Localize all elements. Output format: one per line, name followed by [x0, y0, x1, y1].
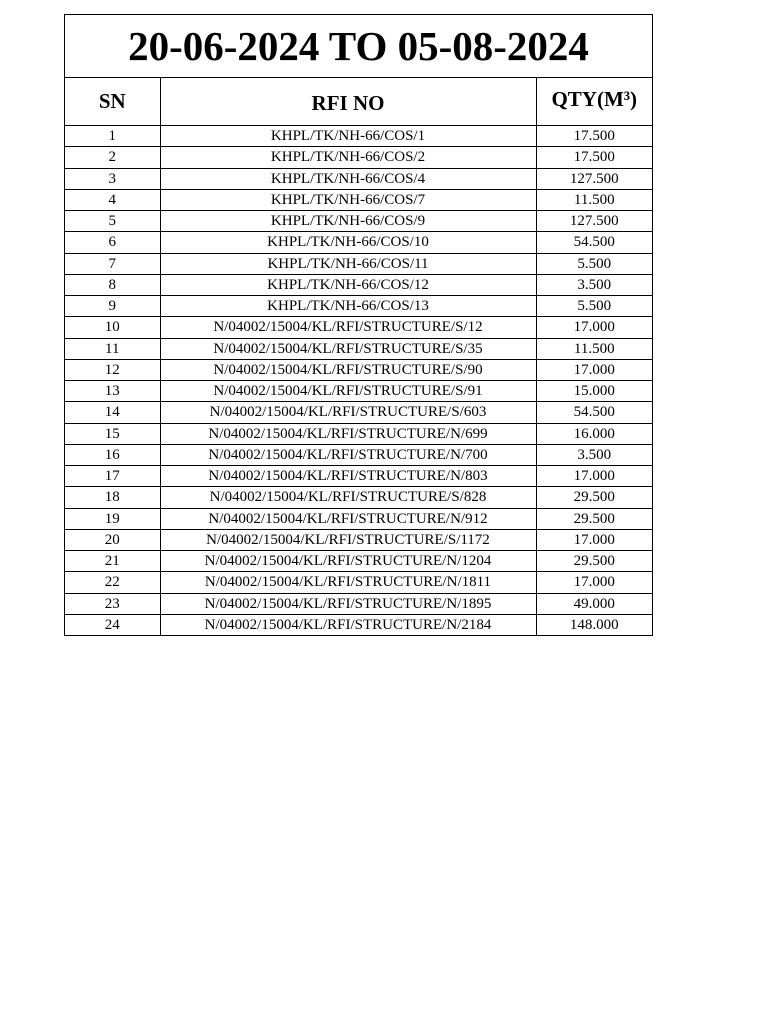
table-row: [65, 487, 652, 508]
table-row: [65, 317, 652, 338]
table-row: [65, 232, 652, 253]
cell-rfi-no: N/04002/15004/KL/RFI/STRUCTURE/S/12: [160, 317, 536, 338]
cell-qty: 148.000: [536, 614, 652, 635]
cell-rfi-no: KHPL/TK/NH-66/COS/4: [160, 168, 536, 189]
table-row: [65, 274, 652, 295]
cell-rfi-no: N/04002/15004/KL/RFI/STRUCTURE/S/91: [160, 381, 536, 402]
cell-rfi-no: KHPL/TK/NH-66/COS/1: [160, 126, 536, 147]
cell-sn: 5: [65, 211, 160, 232]
cell-qty: 29.500: [536, 551, 652, 572]
cell-sn: 1: [108, 128, 116, 145]
column-header-rfi-no: RFI NO: [160, 78, 536, 126]
cell-sn: 10: [65, 317, 160, 338]
cell-sn: 2: [65, 147, 160, 168]
cell-rfi-no: KHPL/TK/NH-66/COS/9: [160, 211, 536, 232]
cell-qty: 17.000: [536, 466, 652, 487]
cell-sn: 21: [65, 551, 160, 572]
cell-rfi-no: N/04002/15004/KL/RFI/STRUCTURE/N/699: [160, 423, 536, 444]
cell-sn: 13: [65, 381, 160, 402]
table-row: [65, 168, 652, 189]
table-header: [65, 78, 652, 126]
date-range-title: 20-06-2024 TO 05-08-2024: [65, 15, 652, 78]
table-row: [65, 381, 652, 402]
cell-qty: 16.000: [536, 423, 652, 444]
cell-qty: 5.500: [536, 296, 652, 317]
cell-sn: 23: [65, 593, 160, 614]
cell-rfi-no: KHPL/TK/NH-66/COS/12: [160, 274, 536, 295]
header-row: [65, 78, 652, 126]
cell-qty: 5.500: [536, 253, 652, 274]
table-body: [65, 126, 652, 636]
cell-rfi-no: N/04002/15004/KL/RFI/STRUCTURE/N/2184: [160, 614, 536, 635]
cell-rfi-no: KHPL/TK/NH-66/COS/2: [160, 147, 536, 168]
cell-qty: 54.500: [536, 402, 652, 423]
cell-qty: 29.500: [536, 487, 652, 508]
cell-sn: 6: [65, 232, 160, 253]
column-header-qty: QTY(M³): [536, 78, 652, 126]
cell-qty: 17.000: [536, 572, 652, 593]
table-row: [65, 402, 652, 423]
table-row: [65, 572, 652, 593]
cell-qty: 127.500: [536, 211, 652, 232]
cell-qty: 29.500: [536, 508, 652, 529]
cell-qty: 17.500: [536, 147, 652, 168]
cell-sn: 20: [65, 529, 160, 550]
cell-sn: 9: [65, 296, 160, 317]
cell-qty: 127.500: [536, 168, 652, 189]
cell-qty: 3.500: [536, 444, 652, 465]
cell-qty: 17.000: [536, 529, 652, 550]
cell-sn: 3: [65, 168, 160, 189]
cell-rfi-no: N/04002/15004/KL/RFI/STRUCTURE/S/828: [160, 487, 536, 508]
table-row: [65, 296, 652, 317]
cell-rfi-no: N/04002/15004/KL/RFI/STRUCTURE/N/803: [160, 466, 536, 487]
cell-qty: 3.500: [536, 274, 652, 295]
table-row: [65, 508, 652, 529]
table-row: [65, 466, 652, 487]
table-row: [65, 338, 652, 359]
cell-sn: 11: [65, 338, 160, 359]
cell-qty: 11.500: [536, 338, 652, 359]
cell-qty: 49.000: [536, 593, 652, 614]
table-row: [65, 551, 652, 572]
cell-sn: 18: [65, 487, 160, 508]
cell-sn: 8: [65, 274, 160, 295]
cell-sn: 7: [65, 253, 160, 274]
cell-rfi-no: N/04002/15004/KL/RFI/STRUCTURE/N/912: [160, 508, 536, 529]
cell-rfi-no: KHPL/TK/NH-66/COS/10: [160, 232, 536, 253]
cell-rfi-no: KHPL/TK/NH-66/COS/7: [160, 189, 536, 210]
cell-sn: 15: [65, 423, 160, 444]
cell-qty: 11.500: [536, 189, 652, 210]
cell-rfi-no: KHPL/TK/NH-66/COS/11: [160, 253, 536, 274]
table-row: [65, 189, 652, 210]
cell-rfi-no: N/04002/15004/KL/RFI/STRUCTURE/N/1204: [160, 551, 536, 572]
rfi-table: [65, 78, 652, 635]
cell-qty: 54.500: [536, 232, 652, 253]
cell-rfi-no: KHPL/TK/NH-66/COS/13: [160, 296, 536, 317]
table-row: [65, 444, 652, 465]
cell-sn: 12: [65, 359, 160, 380]
table-row: [65, 253, 652, 274]
cell-sn: 4: [65, 189, 160, 210]
table-row: [65, 529, 652, 550]
table-row: [65, 593, 652, 614]
cell-sn: 14: [65, 402, 160, 423]
table-row: [65, 147, 652, 168]
cell-qty: 15.000: [536, 381, 652, 402]
cell-rfi-no: N/04002/15004/KL/RFI/STRUCTURE/S/603: [160, 402, 536, 423]
cell-sn: 19: [65, 508, 160, 529]
table-row: [65, 359, 652, 380]
column-header-sn: SN: [65, 78, 160, 126]
cell-qty: 17.500: [536, 126, 652, 147]
table-row: [65, 423, 652, 444]
cell-rfi-no: N/04002/15004/KL/RFI/STRUCTURE/N/1811: [160, 572, 536, 593]
cell-sn: 16: [65, 444, 160, 465]
cell-qty: 17.000: [536, 359, 652, 380]
rfi-quantity-table: [64, 14, 653, 636]
cell-rfi-no: N/04002/15004/KL/RFI/STRUCTURE/S/1172: [160, 529, 536, 550]
cell-sn: 22: [65, 572, 160, 593]
cell-qty: 17.000: [536, 317, 652, 338]
cell-sn: 24: [65, 614, 160, 635]
table-row: [65, 614, 652, 635]
cell-sn: 17: [65, 466, 160, 487]
table-row: [65, 211, 652, 232]
cell-rfi-no: N/04002/15004/KL/RFI/STRUCTURE/N/1895: [160, 593, 536, 614]
cell-rfi-no: N/04002/15004/KL/RFI/STRUCTURE/N/700: [160, 444, 536, 465]
cell-rfi-no: N/04002/15004/KL/RFI/STRUCTURE/S/35: [160, 338, 536, 359]
cell-rfi-no: N/04002/15004/KL/RFI/STRUCTURE/S/90: [160, 359, 536, 380]
table-row: [65, 126, 652, 147]
